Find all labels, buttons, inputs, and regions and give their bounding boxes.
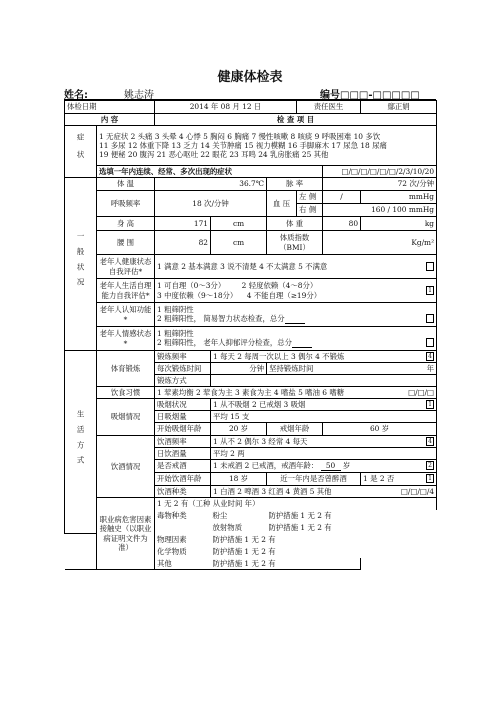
smoke-status-opts: 1 从不吸烟 2 已戒烟 3 吸烟 xyxy=(213,399,306,409)
cog-opt2: 2 粗筛阳性， 简易智力状态检查，总分 xyxy=(157,314,285,323)
lifestyle-section-text: 生活方式 xyxy=(76,410,86,472)
bp-label: 血 压 xyxy=(267,191,297,217)
drink-start-label: 开始饮酒年龄 xyxy=(155,473,211,486)
smoke-start-value: 20 岁 xyxy=(211,423,267,436)
symptoms-note: 选填一年内连续、经常、多次出现的症状 xyxy=(97,166,323,178)
drink-drunk-cell xyxy=(361,473,437,486)
general-section-text: 一般状况 xyxy=(76,232,86,294)
drink-freq-box[interactable]: 4 xyxy=(426,437,434,446)
occ-label xyxy=(97,498,155,570)
emo-box[interactable] xyxy=(426,338,434,347)
exam-date-label: 体检日期 xyxy=(65,101,155,114)
cognition-row xyxy=(65,303,437,327)
occ-item-4-name: 其他 xyxy=(155,558,211,570)
weight-unit: kg xyxy=(361,217,437,231)
health-options-text: 1 满意 2 基本满意 3 说不清楚 4 不太满意 5 不满意 xyxy=(157,261,328,271)
weight-label: 体 重 xyxy=(267,217,323,231)
smoke-status-label: 吸烟状况 xyxy=(155,399,211,411)
drink-daily-value: 平均 2 两 xyxy=(211,448,437,460)
symptoms-line-1: 1 无症状 2 头痛 3 头晕 4 心悸 5 胸闷 6 胸痛 7 慢性咳嗽 8 咳痰 9 呼吸困难 10 多饮 xyxy=(99,131,381,141)
symptoms-options xyxy=(97,126,437,166)
care-options-text xyxy=(157,281,321,300)
ex-method-label: 锻炼方式 xyxy=(155,375,211,387)
drink-freq-options xyxy=(211,436,437,448)
emo-opt1: 1 粗筛阴性 xyxy=(157,328,194,338)
drink-drunk-box[interactable]: 1 xyxy=(426,474,434,483)
occ-item-3-spacer xyxy=(65,546,97,558)
diet-label: 饮食习惯 xyxy=(97,387,155,399)
symptoms-section-text: 症状 xyxy=(76,132,86,168)
cog-score-field[interactable] xyxy=(285,314,305,324)
drink-freq-label: 饮酒频率 xyxy=(155,436,211,448)
emotion-options xyxy=(155,327,437,351)
drink-type-opts: 1 白酒 2 啤酒 3 红酒 4 黄酒 5 其他 xyxy=(213,486,332,496)
temp-value: 36.7℃ xyxy=(155,178,267,191)
smoke-quit-label: 戒烟年龄 xyxy=(267,423,323,436)
drink-type-label: 饮酒种类 xyxy=(155,486,211,498)
temp-label: 体 温 xyxy=(97,178,155,191)
emo-opt2: 2 粗筛阳性， 老年人抑郁评分检查，总分 xyxy=(157,338,293,347)
drink-type-boxes[interactable]: □/□/□/4 xyxy=(400,486,435,496)
drink-quit-age: 50 xyxy=(321,461,341,471)
waist-unit: cm xyxy=(211,231,267,255)
occ-item-2-spacer xyxy=(65,534,97,546)
symptoms-line-2: 11 多尿 12 体重下降 13 乏力 14 关节肿痛 15 视力模糊 16 手脚麻木 17 尿急 18 尿痛 xyxy=(99,140,387,150)
occ-row-1 xyxy=(65,498,437,510)
ex-freq-opts: 1 每天 2 每周一次以上 3 偶尔 4 不锻炼 xyxy=(213,351,345,361)
cog-box[interactable] xyxy=(426,314,434,323)
bp-right-number: 160 / 100 xyxy=(371,205,407,215)
ex-years-label: 坚持锻炼时间 xyxy=(269,363,314,373)
health-box[interactable] xyxy=(426,262,434,271)
ex-years-cell xyxy=(267,363,437,375)
emo-score-field[interactable] xyxy=(292,338,312,348)
resp-row-1 xyxy=(65,191,437,204)
ex-freq-options xyxy=(211,351,437,363)
symptoms-section-label xyxy=(65,126,97,178)
items-col-header: 检 查 项 目 xyxy=(155,114,437,126)
care-opt1: 1 可自理（0～3分） xyxy=(157,281,226,291)
smoke-quit-value: 60 岁 xyxy=(323,423,437,436)
occ-label-text: 职业病危害因素接触史（以职业病证明文件为准） xyxy=(99,515,152,552)
exam-date-row xyxy=(65,101,437,114)
smoke-status-row xyxy=(65,399,437,411)
bmi-label: 体质指数（BMI） xyxy=(267,231,323,255)
smoke-status-options xyxy=(211,399,437,411)
ex-years-unit: 年 xyxy=(426,363,435,373)
temp-row xyxy=(65,178,437,191)
ex-freq-row xyxy=(65,351,437,363)
smoke-start-label: 开始吸烟年龄 xyxy=(155,423,211,436)
diet-boxes[interactable]: □/□/□ xyxy=(408,387,435,397)
smoke-status-box[interactable]: 1 xyxy=(426,400,434,409)
drink-quit-options xyxy=(211,460,437,473)
occ-item-1-measure: 防护措施 1 无 2 有 xyxy=(268,522,332,532)
height-label: 身 高 xyxy=(97,217,155,231)
care-options-wrap xyxy=(157,281,434,300)
waist-label: 腰 围 xyxy=(97,231,155,255)
drink-daily-label: 日饮酒量 xyxy=(155,448,211,460)
care-opt3: 3 中度依赖（9～18分） xyxy=(157,290,238,300)
code-label: 编号□□□-□□□□□ xyxy=(320,90,420,101)
emotion-label: 老年人情感状态* xyxy=(97,327,155,351)
resp-value: 18 次/分钟 xyxy=(155,191,267,217)
care-opt2: 2 轻度依赖（4～8分） xyxy=(241,281,318,291)
waist-value: 82 xyxy=(155,231,211,255)
bp-right-label: 右 侧 xyxy=(297,204,323,217)
name-label: 姓名: xyxy=(64,90,88,101)
health-label: 老年人健康状态自我评估* xyxy=(97,255,155,279)
symptoms-line-3: 19 便秘 20 腹泻 21 恶心呕吐 22 眼花 23 耳鸣 24 乳房胀痛 25 其他 xyxy=(99,150,329,160)
smoke-daily-label: 日吸烟量 xyxy=(155,411,211,423)
bmi-unit: Kg/m² xyxy=(323,231,437,255)
occ-item-4-measure: 防护措施 1 无 2 有 xyxy=(211,558,361,570)
drink-quit-opts: 1 未戒酒 2 已戒酒，戒酒年龄： xyxy=(213,460,319,470)
emotion-row xyxy=(65,327,437,351)
drink-quit-label: 是否戒酒 xyxy=(155,460,211,473)
occ-item-3-name: 化学物质 xyxy=(157,546,187,556)
drink-type-options xyxy=(211,486,437,498)
diet-options xyxy=(155,387,437,399)
content-col-header: 内 容 xyxy=(65,114,155,126)
exam-date-value: 2014 年 08 月 12 日 xyxy=(155,101,297,114)
pulse-value: 72 次/分钟 xyxy=(323,178,437,191)
symptoms-boxes: □/□/□/□/□/□/2/3/10/20 xyxy=(323,166,437,178)
occ-item-1-spacer xyxy=(155,522,211,534)
form-title: 健康体检表 xyxy=(217,70,283,85)
drink-drunk-value: 1 是 2 否 xyxy=(363,474,395,484)
occ-item-2-name: 物理因素 xyxy=(157,534,187,544)
bp-right-value xyxy=(323,204,437,217)
drink-quit-box[interactable]: 2 xyxy=(426,461,434,470)
lifestyle-section-label xyxy=(65,351,97,534)
occ-item-0-label: 毒物种类 xyxy=(157,510,187,520)
ex-freq-box[interactable]: 4 xyxy=(426,352,434,361)
emo-opt2-wrap xyxy=(157,338,434,348)
health-row xyxy=(65,255,437,279)
symptoms-note-row xyxy=(65,166,437,178)
waist-row xyxy=(65,231,437,255)
symptoms-row xyxy=(65,126,437,166)
drink-label: 饮酒情况 xyxy=(97,436,155,498)
exercise-label: 体育锻炼 xyxy=(97,351,155,387)
health-options xyxy=(155,255,437,279)
smoke-label: 吸烟情况 xyxy=(97,399,155,436)
bp-right-unit: mmHg xyxy=(408,205,435,215)
occ-item-1-name: 放射物质 xyxy=(212,522,243,532)
drink-freq-opts: 1 从不 2 偶尔 3 经常 4 每天 xyxy=(213,436,308,446)
weight-value: 80 xyxy=(323,217,361,231)
ex-time-unit: 分钟 xyxy=(211,363,267,375)
drink-drunk-label: 近一年内是否曾醉酒 xyxy=(267,473,361,486)
smoke-daily-value: 平均 15 支 xyxy=(211,411,437,423)
pulse-label: 脉 率 xyxy=(267,178,323,191)
occ-item-2-measure: 防护措施 1 无 2 有 xyxy=(212,534,276,544)
content-header-row xyxy=(65,114,437,126)
bp-left-unit: mmHg xyxy=(361,191,437,204)
care-line-1 xyxy=(157,281,321,290)
occ-item-0-name: 粉尘 xyxy=(212,510,228,520)
drink-start-value: 18 岁 xyxy=(211,473,267,486)
resp-label: 呼吸频率 xyxy=(97,191,155,217)
care-opt4: 4 不能自理（≥19分） xyxy=(246,290,322,300)
occ-item-3-measure: 防护措施 1 无 2 有 xyxy=(212,546,276,556)
care-line-2 xyxy=(157,291,321,300)
drink-freq-row xyxy=(65,436,437,448)
drink-quit-unit: 岁 xyxy=(342,460,351,470)
occ-item-4-spacer xyxy=(65,558,97,570)
ex-freq-label: 锻炼频率 xyxy=(155,351,211,363)
care-row xyxy=(65,279,437,303)
occ-item-0-measure: 防护措施 1 无 2 有 xyxy=(268,510,332,520)
name-value: 姚志涛 xyxy=(124,90,154,101)
bp-left-value: / xyxy=(323,191,361,204)
care-options xyxy=(155,279,437,303)
height-value: 171 xyxy=(155,217,211,231)
occ-line1: 1 无 2 有（工种 从业时间 年） xyxy=(155,498,437,510)
care-box[interactable]: 1 xyxy=(426,286,434,295)
height-row xyxy=(65,217,437,231)
ex-time-label: 每次锻炼时间 xyxy=(155,363,211,375)
cog-opt2-wrap xyxy=(157,314,434,324)
cognition-label: 老年人认知功能* xyxy=(97,303,155,327)
height-unit: cm xyxy=(211,217,267,231)
doctor-value: 鄢正娟 xyxy=(361,101,437,114)
doctor-label: 责任医生 xyxy=(297,101,361,114)
diet-row xyxy=(65,387,437,399)
ex-method-value[interactable] xyxy=(211,375,437,387)
bp-left-label: 左 侧 xyxy=(297,191,323,204)
general-section-label xyxy=(65,178,97,351)
form-table xyxy=(64,100,437,570)
diet-opts: 1 荤素均衡 2 荤食为主 3 素食为主 4 嗜盐 5 嗜油 6 嗜糖 xyxy=(157,387,345,397)
cog-opt1: 1 粗筛阴性 xyxy=(157,304,194,314)
care-label: 老年人生活自理能力自我评估* xyxy=(97,279,155,303)
cognition-options xyxy=(155,303,437,327)
